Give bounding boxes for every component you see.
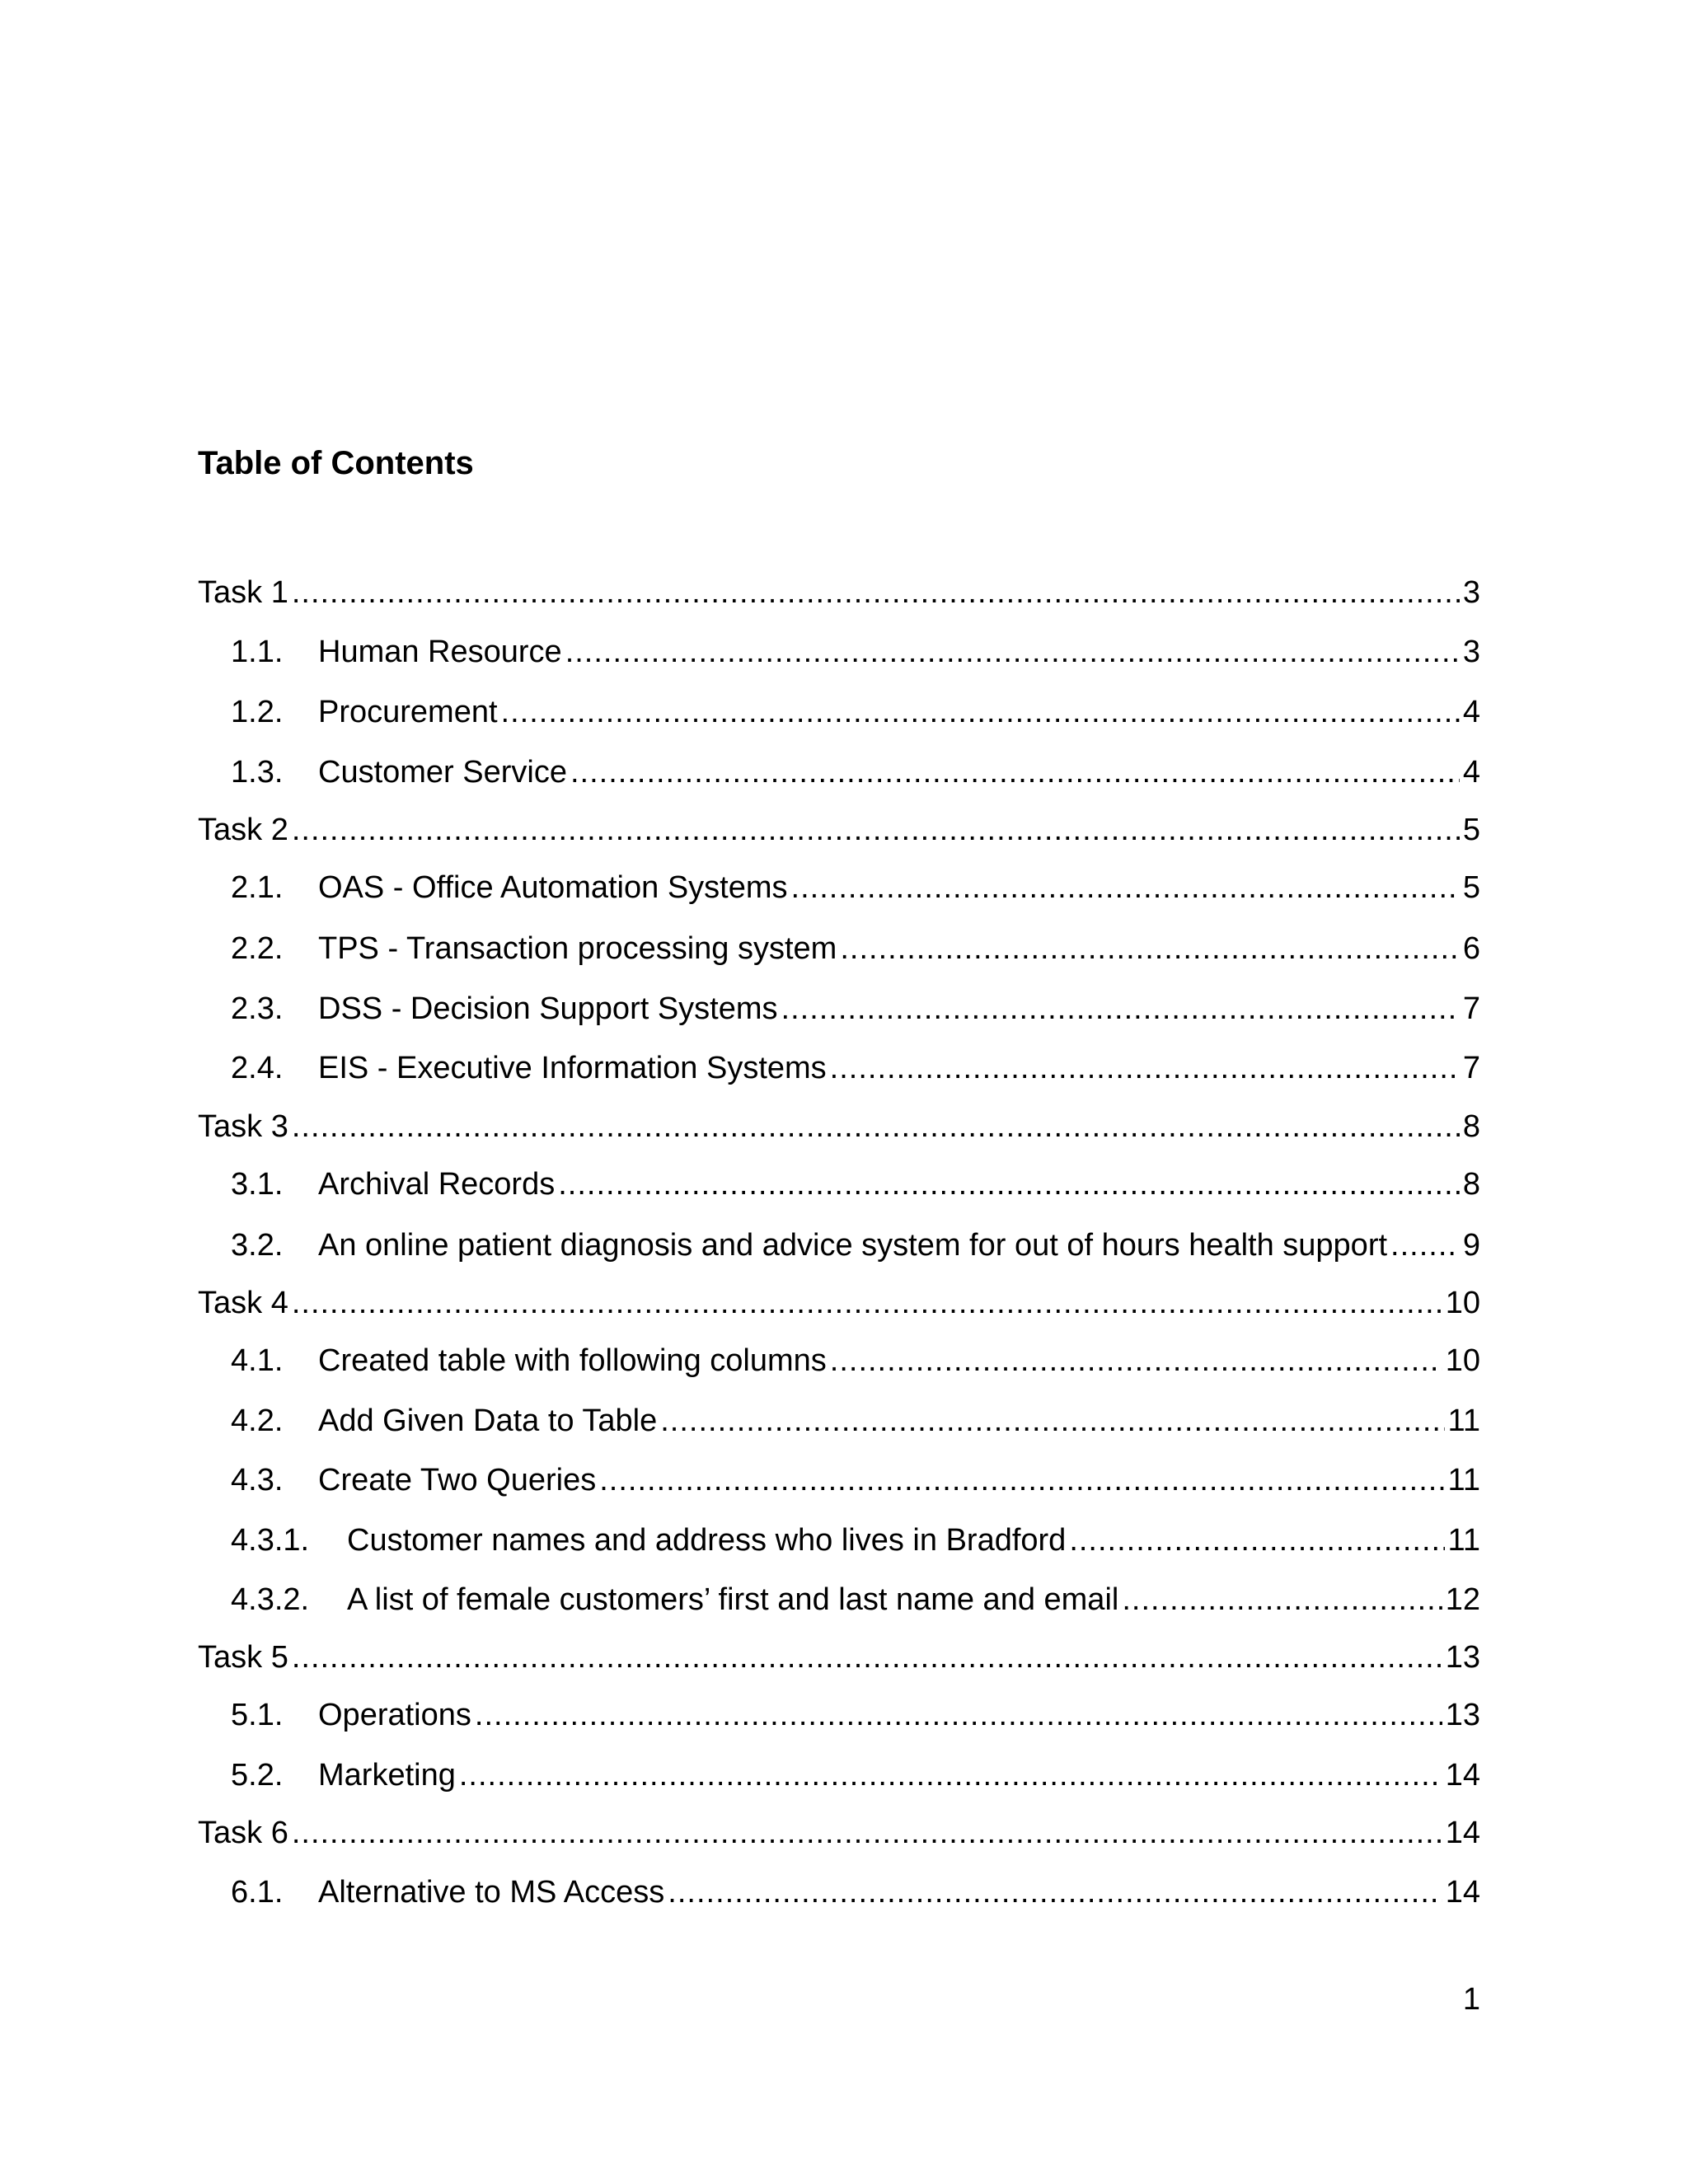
toc-entry-title: Alternative to MS Access	[318, 1875, 665, 1910]
toc-entry-number: 4.1.	[231, 1343, 284, 1378]
toc-entry-title: OAS - Office Automation Systems	[318, 870, 788, 905]
toc-entry-1-3[interactable]	[231, 752, 1480, 792]
toc-entry-page: 4	[1462, 755, 1480, 790]
toc-entry-number: 1.2.	[231, 695, 284, 729]
toc-leader-dots	[660, 1401, 1444, 1441]
toc-entry-title: Human Resource	[318, 635, 562, 669]
toc-entry-page: 11	[1447, 1463, 1480, 1497]
toc-entry-page: 7	[1462, 1051, 1480, 1085]
toc-leader-dots	[459, 1755, 1442, 1795]
toc-entry-page: 14	[1445, 1816, 1480, 1850]
toc-leader-dots	[781, 989, 1460, 1029]
toc-entry-title: Task 2	[198, 813, 288, 847]
toc-entry-page: 11	[1447, 1404, 1480, 1438]
toc-entry-number: 5.2.	[231, 1758, 284, 1793]
toc-entry-page: 14	[1445, 1875, 1480, 1910]
toc-entry-5-1[interactable]	[231, 1695, 1480, 1735]
toc-entry-number: 4.3.1.	[231, 1523, 310, 1558]
toc-entry-title: Operations	[318, 1698, 471, 1732]
page-number: 1	[1462, 1982, 1480, 2017]
toc-entry-title: Procurement	[318, 695, 498, 729]
toc-entry-2-3[interactable]	[231, 989, 1480, 1029]
toc-leader-dots	[565, 632, 1460, 672]
toc-entry-4-2[interactable]	[231, 1401, 1480, 1441]
toc-entry-number: 5.1.	[231, 1698, 284, 1732]
toc-entry-task-2[interactable]	[198, 810, 1480, 850]
toc-entry-page: 8	[1462, 1109, 1480, 1144]
toc-entry-4-1[interactable]	[231, 1341, 1480, 1380]
toc-leader-dots	[1122, 1580, 1442, 1619]
toc-entry-title: EIS - Executive Information Systems	[318, 1051, 827, 1085]
toc-entry-number: 2.2.	[231, 931, 284, 966]
toc-entry-title: Task 4	[198, 1286, 288, 1320]
toc-heading: Table of Contents	[198, 445, 474, 481]
toc-entry-1-1[interactable]	[231, 632, 1480, 672]
toc-entry-title: Task 1	[198, 575, 288, 610]
toc-entry-3-1[interactable]	[231, 1165, 1480, 1204]
toc-entry-title: Created table with following columns	[318, 1343, 827, 1378]
toc-leader-dots	[558, 1165, 1460, 1204]
toc-entry-title: Customer names and address who lives in Bradford	[347, 1523, 1067, 1558]
toc-entry-title: DSS - Decision Support Systems	[318, 991, 778, 1026]
toc-entry-number: 2.4.	[231, 1051, 284, 1085]
toc-entry-2-1[interactable]	[231, 868, 1480, 907]
toc-entry-task-6[interactable]	[198, 1813, 1480, 1853]
toc-entry-page: 3	[1462, 575, 1480, 610]
toc-entry-number: 4.2.	[231, 1404, 284, 1438]
toc-entry-page: 5	[1462, 813, 1480, 847]
toc-entry-page: 10	[1445, 1286, 1480, 1320]
toc-entry-number: 4.3.	[231, 1463, 284, 1497]
toc-entry-page: 12	[1445, 1582, 1480, 1617]
toc-entry-title: A list of female customers’ first and last name and email	[347, 1582, 1119, 1617]
toc-leader-dots	[292, 1283, 1442, 1323]
toc-entry-1-2[interactable]	[231, 692, 1480, 732]
toc-entry-number: 3.1.	[231, 1167, 284, 1202]
toc-entry-page: 3	[1462, 635, 1480, 669]
toc-leader-dots	[475, 1695, 1442, 1735]
toc-entry-4-3-2[interactable]	[231, 1580, 1480, 1619]
toc-leader-dots	[1069, 1521, 1444, 1560]
toc-entry-title: Archival Records	[318, 1167, 556, 1202]
toc-entry-page: 4	[1462, 695, 1480, 729]
toc-entry-title: Task 3	[198, 1109, 288, 1144]
toc-leader-dots	[840, 929, 1460, 968]
toc-entry-page: 10	[1445, 1343, 1480, 1378]
toc-entry-page: 9	[1462, 1228, 1480, 1263]
toc-entry-6-1[interactable]	[231, 1872, 1480, 1912]
toc-entry-title: Add Given Data to Table	[318, 1404, 658, 1438]
toc-entry-page: 8	[1462, 1167, 1480, 1202]
toc-leader-dots	[830, 1048, 1460, 1088]
toc-entry-task-3[interactable]	[198, 1107, 1480, 1146]
toc-entry-page: 13	[1445, 1698, 1480, 1732]
toc-leader-dots	[292, 573, 1460, 612]
toc-entry-number: 2.3.	[231, 991, 284, 1026]
toc-entry-title: Create Two Queries	[318, 1463, 597, 1497]
toc-entry-page: 6	[1462, 931, 1480, 966]
toc-entry-task-4[interactable]	[198, 1283, 1480, 1323]
toc-entry-3-2[interactable]	[231, 1226, 1480, 1265]
toc-entry-page: 11	[1447, 1523, 1480, 1558]
toc-leader-dots	[292, 1638, 1442, 1677]
toc-entry-number: 2.1.	[231, 870, 284, 905]
toc-entry-title: TPS - Transaction processing system	[318, 931, 837, 966]
toc-entry-number: 3.2.	[231, 1228, 284, 1263]
toc-leader-dots	[1390, 1226, 1460, 1265]
toc-entry-4-3[interactable]	[231, 1460, 1480, 1500]
toc-entry-2-4[interactable]	[231, 1048, 1480, 1088]
toc-entry-page: 13	[1445, 1640, 1480, 1675]
toc-entry-number: 4.3.2.	[231, 1582, 310, 1617]
toc-entry-4-3-1[interactable]	[231, 1521, 1480, 1560]
toc-entry-page: 7	[1462, 991, 1480, 1026]
toc-entry-title: Task 5	[198, 1640, 288, 1675]
toc-leader-dots	[292, 810, 1460, 850]
toc-entry-number: 6.1.	[231, 1875, 284, 1910]
toc-leader-dots	[570, 752, 1460, 792]
toc-leader-dots	[501, 692, 1460, 732]
toc-entry-title: Task 6	[198, 1816, 288, 1850]
toc-leader-dots	[599, 1460, 1444, 1500]
toc-entry-title: Marketing	[318, 1758, 456, 1793]
toc-entry-2-2[interactable]	[231, 929, 1480, 968]
toc-entry-task-1[interactable]	[198, 573, 1480, 612]
toc-leader-dots	[830, 1341, 1442, 1380]
toc-entry-number: 1.1.	[231, 635, 284, 669]
toc-entry-title: An online patient diagnosis and advice system for out of hours health support	[318, 1228, 1388, 1263]
toc-entry-page: 14	[1445, 1758, 1480, 1793]
toc-entry-task-5[interactable]	[198, 1638, 1480, 1677]
toc-entry-title: Customer Service	[318, 755, 567, 790]
toc-leader-dots	[791, 868, 1460, 907]
toc-entry-5-2[interactable]	[231, 1755, 1480, 1795]
toc-leader-dots	[668, 1872, 1442, 1912]
toc-leader-dots	[292, 1813, 1442, 1853]
toc-entry-page: 5	[1462, 870, 1480, 905]
toc-leader-dots	[292, 1107, 1460, 1146]
toc-entry-number: 1.3.	[231, 755, 284, 790]
